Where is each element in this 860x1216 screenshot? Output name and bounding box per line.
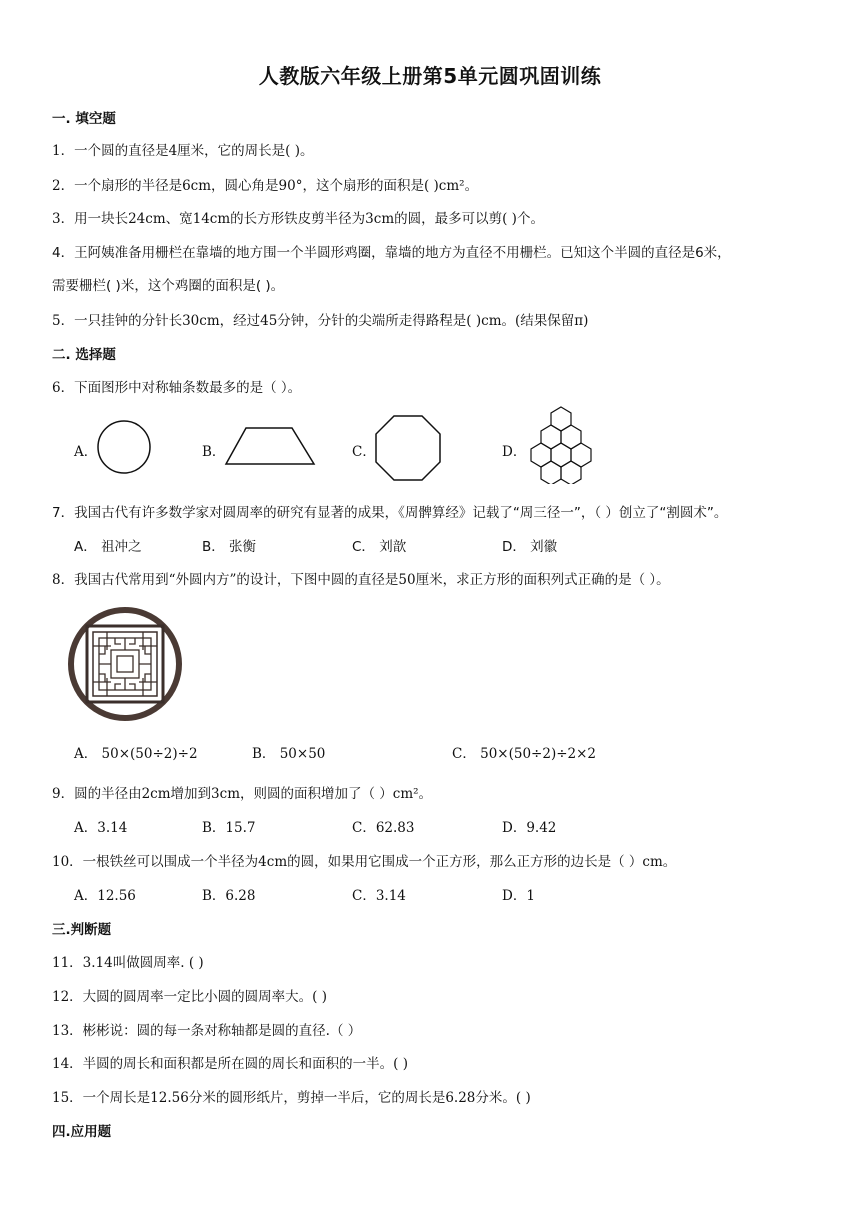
section-heading-application: 四.应用题 xyxy=(52,1124,112,1140)
q6-option-c-label: C． xyxy=(352,444,376,460)
section-heading-true-false: 三.判断题 xyxy=(52,922,112,938)
question-3: 3．用一块长24cm、宽14cm的长方形铁皮剪半径为3cm的圆，最多可以剪( )个。 xyxy=(52,211,544,227)
octagon-figure xyxy=(374,414,442,482)
hexagon-cluster-figure xyxy=(525,406,597,484)
question-6: 6．下面图形中对称轴条数最多的是（ ）。 xyxy=(52,380,302,396)
page-title: 人教版六年级上册第5单元圆巩固训练 xyxy=(258,64,602,88)
question-13: 13．彬彬说：圆的每一条对称轴都是圆的直径.（ ） xyxy=(52,1023,362,1039)
q7-option-a: A． 祖冲之 xyxy=(74,539,142,555)
q7-option-b: B． 张衡 xyxy=(202,539,257,555)
question-7: 7．我国古代有许多数学家对圆周率的研究有显著的成果，《周髀算经》记载了“周三径一”，（ ）创立了“割圆术”。 xyxy=(52,505,728,521)
q9-option-b: B．15.7 xyxy=(202,820,256,836)
q8-option-c: C． 50×(50÷2)÷2×2 xyxy=(452,746,597,762)
outer-circle-inner-square-figure xyxy=(66,606,184,722)
q8-option-a: A． 50×(50÷2)÷2 xyxy=(74,746,198,762)
q7-option-c: C． 刘歆 xyxy=(352,539,407,555)
q7-option-d: D． 刘徽 xyxy=(502,539,558,555)
section-heading-choice: 二. 选择题 xyxy=(52,347,116,363)
q9-option-c: C．62.83 xyxy=(352,820,415,836)
trapezoid-figure xyxy=(224,425,316,467)
q6-option-d-label: D． xyxy=(502,444,527,460)
q9-option-a: A．3.14 xyxy=(74,820,128,836)
question-2: 2．一个扇形的半径是6cm，圆心角是90°，这个扇形的面积是( )cm²。 xyxy=(52,178,479,194)
q9-option-d: D．9.42 xyxy=(502,820,557,836)
question-10: 10．一根铁丝可以围成一个半径为4cm的圆，如果用它围成一个正方形，那么正方形的边长是（ ）cm。 xyxy=(52,854,677,870)
question-5: 5．一只挂钟的分针长30cm，经过45分钟，分针的尖端所走得路程是( )cm。(结果保留π) xyxy=(52,313,589,329)
q6-option-b-label: B． xyxy=(202,444,226,460)
question-9: 9．圆的半径由2cm增加到3cm，则圆的面积增加了（ ）cm²。 xyxy=(52,786,433,802)
question-15: 15．一个周长是12.56分米的圆形纸片，剪掉一半后，它的周长是6.28分米。( ) xyxy=(52,1090,531,1106)
q10-option-a: A．12.56 xyxy=(74,888,136,904)
question-4-line-1: 4．王阿姨准备用栅栏在靠墙的地方围一个半圆形鸡圈，靠墙的地方为直径不用栅栏。已知这个半圆的直径是6米， xyxy=(52,245,731,261)
circle-figure xyxy=(96,420,154,476)
question-8: 8．我国古代常用到“外圆内方”的设计，下图中圆的直径是50厘米，求正方形的面积列式正确的是（ ）。 xyxy=(52,572,670,588)
q10-option-b: B．6.28 xyxy=(202,888,256,904)
q10-option-d: D．1 xyxy=(502,888,535,904)
question-11: 11．3.14叫做圆周率. ( ) xyxy=(52,955,204,971)
q8-option-b: B． 50×50 xyxy=(252,746,326,762)
section-heading-fill-in: 一. 填空题 xyxy=(52,111,116,127)
q10-option-c: C．3.14 xyxy=(352,888,406,904)
question-12: 12．大圆的圆周率一定比小圆的圆周率大。( ) xyxy=(52,989,328,1005)
q6-option-a-label: A． xyxy=(74,444,98,460)
question-1: 1．一个圆的直径是4厘米，它的周长是( )。 xyxy=(52,143,314,159)
question-4-line-2: 需要栅栏( )米，这个鸡圈的面积是( )。 xyxy=(52,278,285,294)
question-14: 14．半圆的周长和面积都是所在圆的周长和面积的一半。( ) xyxy=(52,1056,409,1072)
